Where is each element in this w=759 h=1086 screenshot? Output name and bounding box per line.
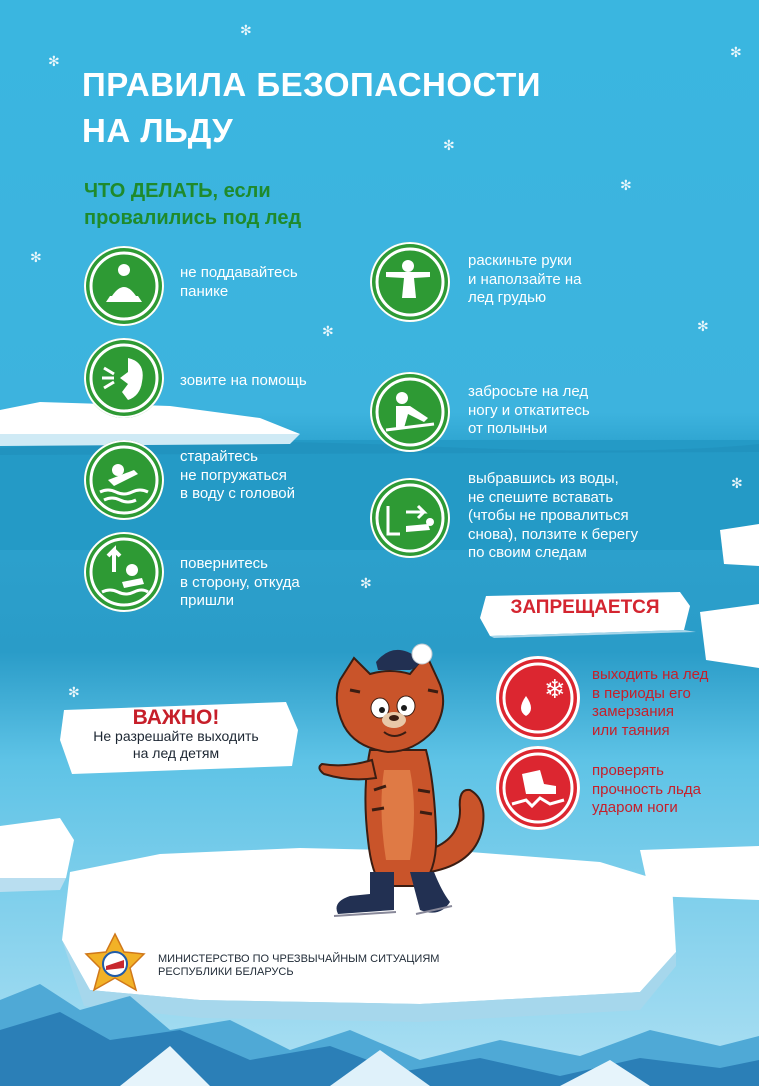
title-line-1: ПРАВИЛА БЕЗОПАСНОСТИ <box>82 66 541 103</box>
svg-text:✻: ✻ <box>730 45 742 61</box>
ministry-emblem-icon <box>80 932 150 996</box>
svg-text:✻: ✻ <box>620 178 632 194</box>
svg-text:✻: ✻ <box>360 576 372 592</box>
svg-text:✻: ✻ <box>322 324 334 340</box>
svg-text:✻: ✻ <box>697 319 709 335</box>
important-heading: ВАЖНО! <box>132 706 220 729</box>
subtitle-line-2: провалились под лед <box>84 207 302 229</box>
svg-text:✻: ✻ <box>48 54 60 70</box>
svg-text:✻: ✻ <box>240 23 252 39</box>
shouting-person-icon <box>84 338 164 418</box>
calm-person-icon <box>84 246 164 326</box>
crawl-to-shore-icon <box>370 478 450 558</box>
svg-text:✻: ✻ <box>30 250 42 266</box>
turn-back-icon <box>84 532 164 612</box>
forbidden-text-1: выходить на лед в периоды его замерзания или таяния <box>592 666 709 739</box>
rule-text-turn: повернитесь в сторону, откуда пришли <box>180 555 300 609</box>
title-line-2: НА ЛЬДУ <box>82 112 234 149</box>
forbidden-banner <box>480 592 710 638</box>
rule-text-spread: раскиньте руки и наползайте на лед грудью <box>468 252 582 306</box>
important-bubble <box>60 700 300 776</box>
rule-text-leg: забросьте на лед ногу и откатитесь от полыньи <box>468 383 590 437</box>
section-subtitle <box>84 178 301 232</box>
svg-text:❄: ❄ <box>544 675 566 705</box>
leg-on-ice-icon <box>370 372 450 452</box>
snowflake-drop-icon <box>496 656 580 740</box>
stomping-boot-icon <box>496 746 580 830</box>
poster-title <box>82 62 541 154</box>
spread-arms-icon <box>370 242 450 322</box>
svg-text:✻: ✻ <box>68 685 80 701</box>
rule-text-crawl: выбравшись из воды, не спешите вставать (чтобы не провалиться снова), ползите к берегу по своим следам <box>468 470 639 561</box>
rule-text-calm: не поддавайтесь панике <box>180 264 298 300</box>
forbidden-heading: ЗАПРЕЩАЕТСЯ <box>510 597 660 618</box>
svg-text:✻: ✻ <box>731 476 743 492</box>
rule-text-shout: зовите на помощь <box>180 372 307 389</box>
rule-text-head-up: старайтесь не погружаться в воду с головой <box>180 448 295 502</box>
subtitle-line-1: ЧТО ДЕЛАТЬ, если <box>84 180 271 202</box>
swimmer-head-up-icon <box>84 440 164 520</box>
cat-mascot-illustration <box>310 640 500 930</box>
important-text: Не разрешайте выходить на лед детям <box>93 728 259 761</box>
forbidden-text-2: проверять прочность льда ударом ноги <box>592 762 701 816</box>
svg-text:✻: ✻ <box>443 138 455 154</box>
ministry-name: МИНИСТЕРСТВО ПО ЧРЕЗВЫЧАЙНЫМ СИТУАЦИЯМ РЕСПУБЛИКИ БЕЛАРУСЬ <box>158 953 440 978</box>
